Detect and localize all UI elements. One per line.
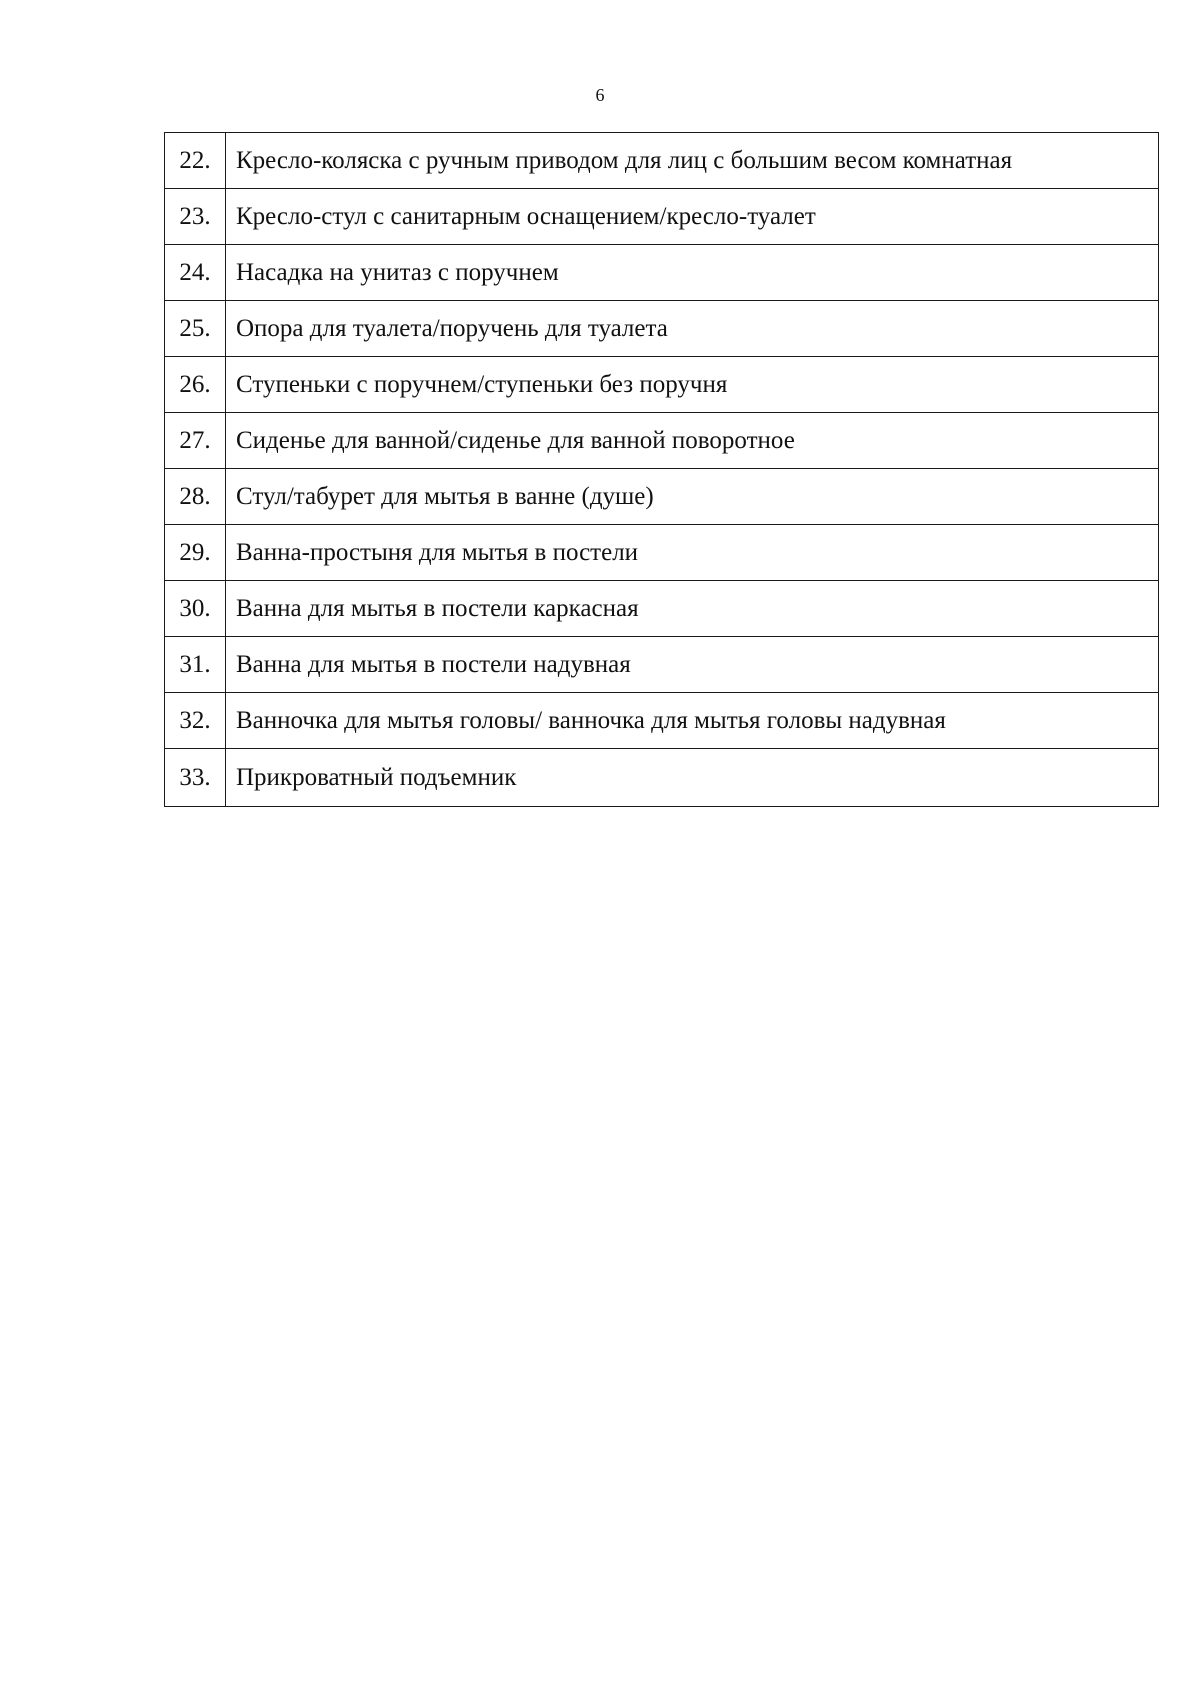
table-row xyxy=(165,357,1159,413)
item-name: Ванна для мытья в постели каркасная xyxy=(226,581,1159,637)
item-name: Сиденье для ванной/сиденье для ванной поворотное xyxy=(226,413,1159,469)
item-number: 26. xyxy=(165,357,226,413)
table-row xyxy=(165,525,1159,581)
item-name: Ванна для мытья в постели надувная xyxy=(226,637,1159,693)
item-name: Стул/табурет для мытья в ванне (душе) xyxy=(226,469,1159,525)
item-number: 22. xyxy=(165,133,226,189)
table-row xyxy=(165,245,1159,301)
page-number: 6 xyxy=(595,85,605,105)
item-name: Ванна-простыня для мытья в постели xyxy=(226,525,1159,581)
table-row xyxy=(165,189,1159,245)
item-number: 25. xyxy=(165,301,226,357)
item-name: Кресло-стул с санитарным оснащением/кресло-туалет xyxy=(226,189,1159,245)
item-number: 23. xyxy=(165,189,226,245)
item-number: 32. xyxy=(165,693,226,749)
item-number: 28. xyxy=(165,469,226,525)
table-row xyxy=(165,693,1159,749)
item-name: Ступеньки с поручнем/ступеньки без поручня xyxy=(226,357,1159,413)
item-name: Прикроватный подъемник xyxy=(226,749,1159,807)
item-name: Опора для туалета/поручень для туалета xyxy=(226,301,1159,357)
item-number: 31. xyxy=(165,637,226,693)
item-number: 33. xyxy=(165,749,226,807)
item-name: Ванночка для мытья головы/ ванночка для мытья головы надувная xyxy=(226,693,1159,749)
item-number: 29. xyxy=(165,525,226,581)
table-row xyxy=(165,581,1159,637)
table-row xyxy=(165,301,1159,357)
item-number: 27. xyxy=(165,413,226,469)
table-row xyxy=(165,413,1159,469)
item-number: 24. xyxy=(165,245,226,301)
table-row xyxy=(165,637,1159,693)
items-table xyxy=(164,132,1159,807)
item-number: 30. xyxy=(165,581,226,637)
item-name: Насадка на унитаз с поручнем xyxy=(226,245,1159,301)
table-row xyxy=(165,749,1159,807)
table-row xyxy=(165,133,1159,189)
item-name: Кресло-коляска с ручным приводом для лиц с большим весом комнатная xyxy=(226,133,1159,189)
table-row xyxy=(165,469,1159,525)
